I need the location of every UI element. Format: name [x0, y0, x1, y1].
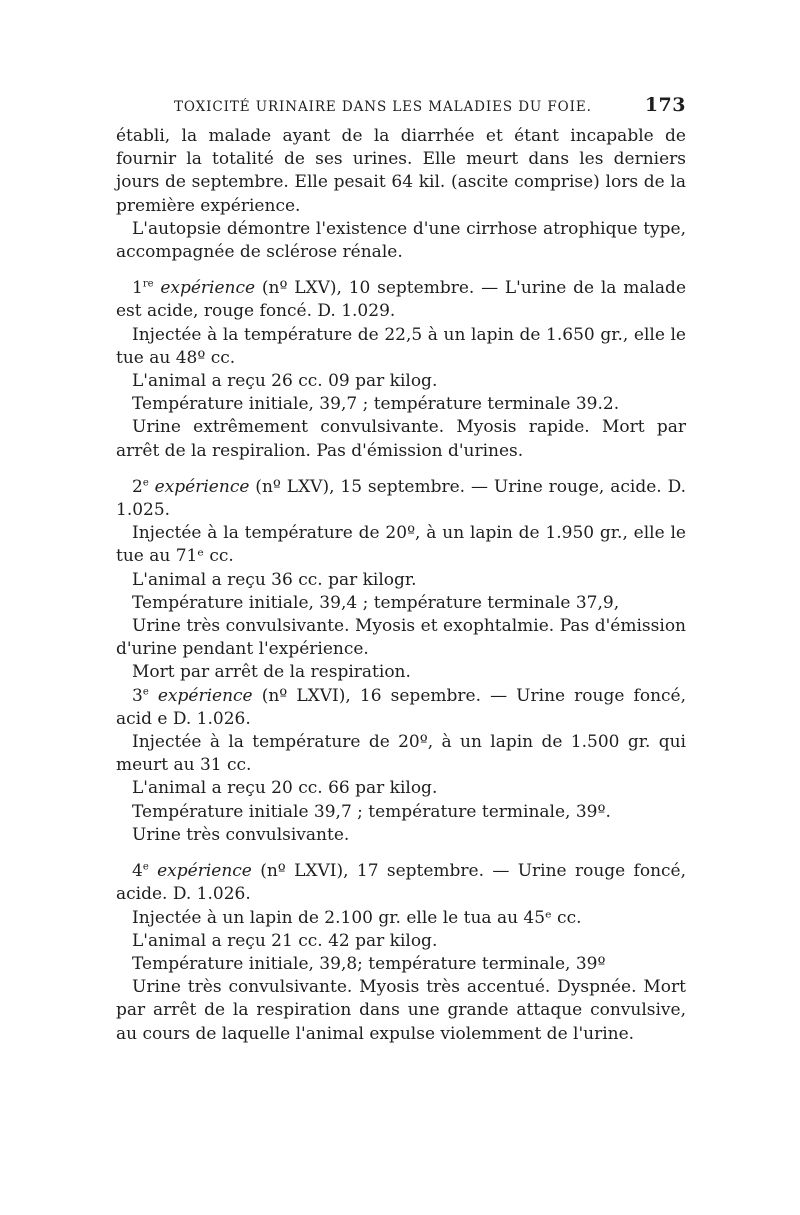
ordinal-suffix: e [142, 861, 149, 873]
paragraph: L'animal a reçu 21 cc. 42 par kilog. [132, 930, 438, 951]
page-number: 173 [644, 94, 686, 116]
paragraph: Température initiale, 39,8; température terminale, 39º [132, 953, 606, 974]
paragraph: Urine très convulsivante. Myosis très accentué. Dyspnée. Mort par arrêt de la respiration dans une grande attaque convulsive, au cours de laquelle l'animal expulse violemment de l'urine. [116, 977, 686, 1044]
experiment-number: 4 [132, 861, 143, 882]
paragraph: Injectée à un lapin de 2.100 gr. elle le tua au 45ᵉ cc. [132, 907, 582, 928]
experiment-text: (nº LXVI), 16 sepembre. — Urine rouge foncé, acid e D. 1.026. [116, 685, 686, 729]
experiment-text: (nº LXV), 10 septembre. — L'urine de la malade est acide, rouge foncé. D. 1.029. [116, 278, 687, 322]
paragraph: Température initiale 39,7 ; température terminale, 39º. [132, 801, 611, 822]
paragraph: Température initiale, 39,7 ; température terminale 39.2. [132, 394, 620, 415]
experiment-label: expérience [154, 476, 250, 497]
paragraph: L'animal a reçu 26 cc. 09 par kilog. [132, 371, 438, 392]
ordinal-suffix: e [142, 686, 149, 698]
experiment-label: expérience [157, 685, 253, 706]
paragraph: Injectée à la température de 20º, à un lapin de 1.950 gr., elle le tue au 71ᵉ cc. [116, 523, 686, 567]
paragraph: L'autopsie démontre l'existence d'une cirrhose atrophique type, accompagnée de sclérose rénale. [116, 218, 686, 263]
paragraph: Mort par arrêt de la respiration. [132, 662, 411, 683]
experiment-paragraph [116, 277, 686, 323]
experiment-number: 2 [132, 476, 143, 497]
experiment-label: expérience [157, 861, 252, 882]
paragraph: Injectée à la température de 22,5 à un lapin de 1.650 gr., elle le tue au 48º cc. [116, 324, 686, 368]
paragraph: Urine très convulsivante. Myosis et exophtalmie. Pas d'émission d'urine pendant l'expérience. [116, 616, 686, 660]
ordinal-suffix: re [142, 278, 154, 290]
experiment-text: (nº LXV), 15 septembre. — Urine rouge, acide. D. 1.025. [116, 476, 687, 521]
running-head: TOXICITÉ URINAIRE DANS LES MALADIES DU FOIE. [174, 99, 592, 115]
paragraph: Urine très convulsivante. [132, 824, 350, 845]
experiment-number: 3 [132, 685, 143, 706]
experiment-paragraph [116, 685, 686, 731]
experiment-text: (nº LXVI), 17 septembre. — Urine rouge foncé, acide. D. 1.026. [116, 861, 687, 905]
paragraph: Température initiale, 39,4 ; température terminale 37,9, [132, 592, 620, 613]
experiment-label: expérience [160, 278, 256, 299]
paragraph: L'animal a reçu 36 cc. par kilogr. [132, 569, 417, 590]
paragraph: Urine extrêmement convulsivante. Myosis rapide. Mort par arrêt de la respiralion. Pas d'émission d'urines. [116, 417, 686, 461]
ordinal-suffix: e [142, 477, 149, 489]
paragraph: L'animal a reçu 20 cc. 66 par kilog. [132, 778, 438, 799]
page-header [116, 94, 686, 116]
experiment-paragraph [116, 860, 686, 906]
page-body [116, 125, 686, 1046]
experiment-number: 1 [132, 278, 143, 299]
paragraph: établi, la malade ayant de la diarrhée et étant incapable de fournir la totalité de ses urines. Elle meurt dans les derniers jours de septembre. Elle pesait 64 kil. (ascite comprise) lors de la première expérience. [116, 126, 686, 216]
experiment-paragraph [116, 476, 686, 522]
paragraph: Injectée à la température de 20º, à un lapin de 1.500 gr. qui meurt au 31 cc. [116, 732, 686, 776]
